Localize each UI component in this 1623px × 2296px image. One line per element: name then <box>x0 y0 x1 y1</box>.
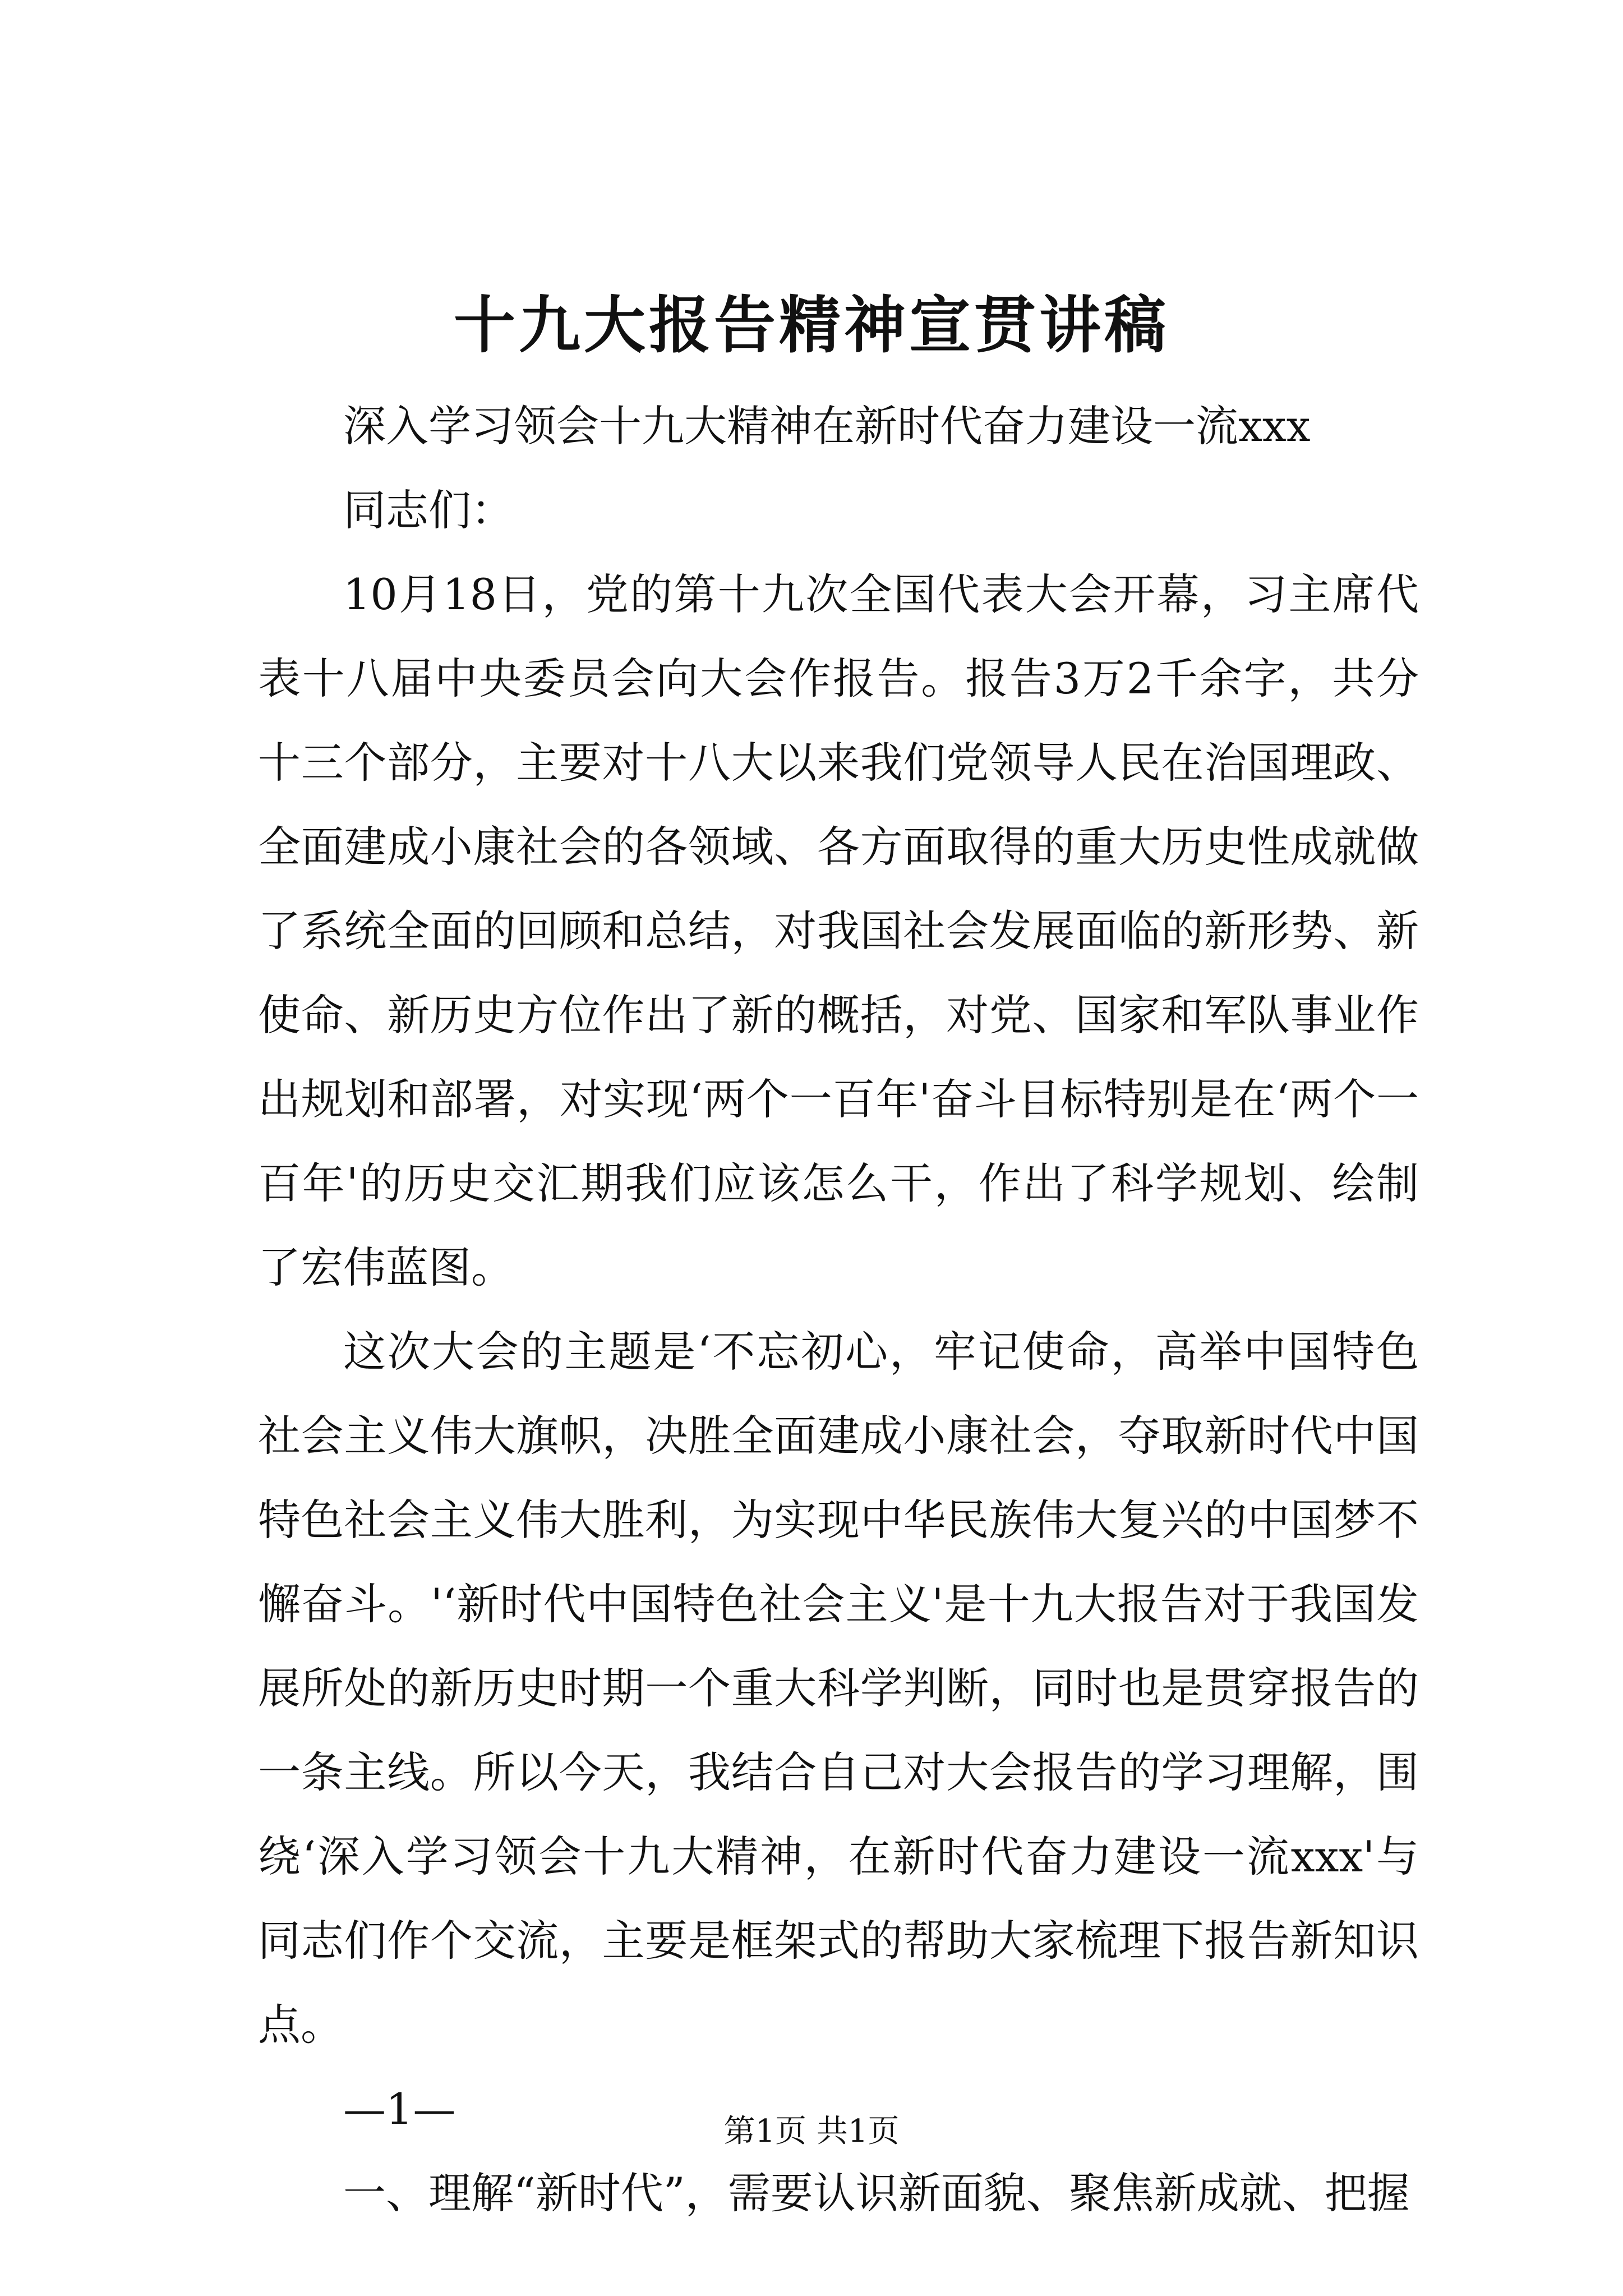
salutation-paragraph: 同志们： <box>343 485 514 535</box>
page-footer: 第1页 共1页 <box>723 2113 900 2150</box>
inline-page-number: —1— <box>343 2084 456 2134</box>
section-heading-1: 一、理解“新时代”，需要认识新面貌、聚焦新成就、把握 <box>343 2168 1410 2218</box>
body-paragraph-2: 这次大会的主题是‘不忘初心，牢记使命，高举中国特色社会主义伟大旗帜，决胜全面建成小康社会，夺取新时代中国特色社会主义伟大胜利，为实现中华民族伟大复兴的中国梦不懈奋斗。'‘新时代中国特色社会主义'是十九大报告对于我国发展所处的新历史时期一个重大科学判断，同时也是贯穿报告的一条主线。所以今天，我结合自己对大会报告的学习理解，围绕‘深入学习领会十九大精神，在新时代奋力建设一流xxx'与同志们作个交流，主要是框架式的帮助大家梳理下报告新知识点。 <box>258 1327 1419 2050</box>
document-body <box>258 384 1419 2235</box>
body-paragraph-1: 10月18日，党的第十九次全国代表大会开幕，习主席代表十八届中央委员会向大会作报告。报告3万2千余字，共分十三个部分，主要对十八大以来我们党领导人民在治国理政、全面建成小康社会的各领域、各方面取得的重大历史性成就做了系统全面的回顾和总结，对我国社会发展面临的新形势、新使命、新历史方位作出了新的概括，对党、国家和军队事业作出规划和部署，对实现‘两个一百年'奋斗目标特别是在‘两个一百年'的历史交汇期我们应该怎么干，作出了科学规划、绘制了宏伟蓝图。 <box>258 569 1419 1292</box>
document-title: 十九大报告精神宣贯讲稿 <box>454 289 1169 361</box>
subtitle-paragraph: 深入学习领会十九大精神在新时代奋力建设一流xxx <box>343 401 1311 451</box>
